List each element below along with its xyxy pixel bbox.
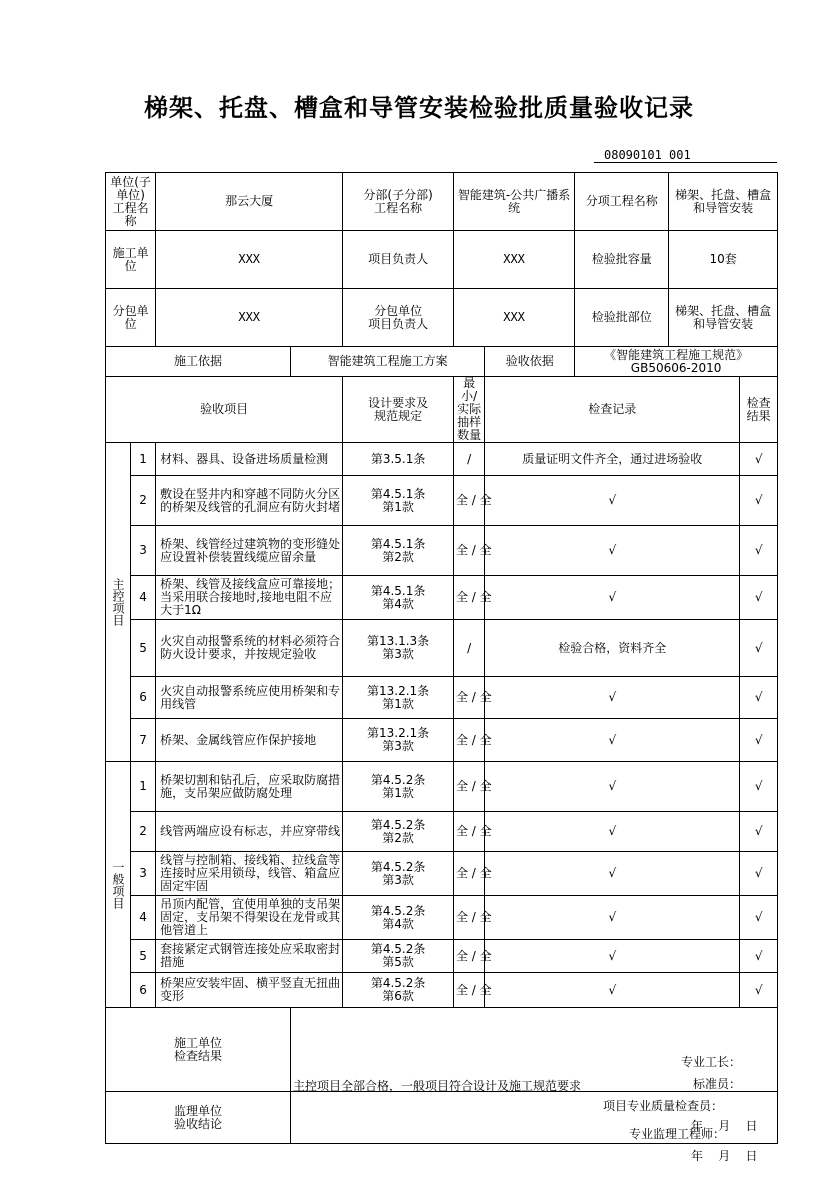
item-number: 5 — [131, 620, 156, 677]
subdivision-label: 分部(子分部) 工程名称 — [343, 173, 454, 231]
item-number: 4 — [131, 576, 156, 620]
item-sample: 全 / 全 — [453, 476, 484, 526]
capacity-label: 检验批容量 — [575, 231, 669, 289]
item-value: 梯架、托盘、槽盒和导管安装 — [669, 173, 778, 231]
item-result: √ — [740, 526, 778, 576]
item-record: √ — [485, 852, 740, 896]
table-row — [106, 852, 778, 896]
item-sample: 全 / 全 — [453, 940, 484, 973]
item-record: √ — [485, 476, 740, 526]
acceptance-table — [105, 172, 778, 1163]
subcontract-pm-value: XXX — [453, 289, 574, 347]
accept-basis-label: 验收依据 — [485, 347, 575, 377]
item-text: 桥架、线管及接线盒应可靠接地；当采用联合接地时,接地电阻不应大于1Ω — [156, 576, 343, 620]
table-row — [106, 940, 778, 973]
item-design: 第4.5.2条 第2款 — [343, 812, 454, 852]
item-sample: 全 / 全 — [453, 762, 484, 812]
table-row — [106, 762, 778, 812]
general-group-label: 一般项目 — [106, 762, 131, 1008]
item-design: 第3.5.1条 — [343, 443, 454, 476]
subcontract-value: XXX — [156, 289, 343, 347]
item-number: 3 — [131, 852, 156, 896]
item-design: 第4.5.2条 第6款 — [343, 973, 454, 1008]
item-sample: 全 / 全 — [453, 852, 484, 896]
capacity-value: 10套 — [669, 231, 778, 289]
col-design-header: 设计要求及 规范规定 — [343, 377, 454, 443]
item-text: 线管与控制箱、接线箱、拉线盒等连接时应采用锁母，线管、箱盒应固定牢固 — [156, 852, 343, 896]
item-result: √ — [740, 896, 778, 940]
col-sample-header: 最小/实际 抽样数量 — [453, 377, 484, 443]
item-record: √ — [485, 896, 740, 940]
item-record: √ — [485, 576, 740, 620]
main-control-group-label: 主控项目 — [106, 443, 131, 762]
item-number: 7 — [131, 719, 156, 762]
item-text: 套接紧定式钢管连接处应采取密封措施 — [156, 940, 343, 973]
inspector-label: 项目专业质量检查员： — [602, 1098, 723, 1113]
item-result: √ — [740, 973, 778, 1008]
code-underline — [594, 162, 777, 163]
item-number: 1 — [131, 443, 156, 476]
item-design: 第13.2.1条 第1款 — [343, 677, 454, 719]
item-text: 桥架、线管经过建筑物的变形缝处应设置补偿装置线缆应留余量 — [156, 526, 343, 576]
col-record-header: 检查记录 — [485, 377, 740, 443]
item-result: √ — [740, 576, 778, 620]
item-sample: 全 / 全 — [453, 677, 484, 719]
item-design: 第13.2.1条 第3款 — [343, 719, 454, 762]
item-design: 第4.5.1条 第1款 — [343, 476, 454, 526]
item-text: 线管两端应设有标志，并应穿带线 — [156, 812, 343, 852]
subcontract-label: 分包单位 — [106, 289, 156, 347]
page-title: 梯架、托盘、槽盒和导管安装检验批质量验收记录 — [144, 94, 694, 122]
item-number: 1 — [131, 762, 156, 812]
item-sample: 全 / 全 — [453, 576, 484, 620]
table-row — [106, 677, 778, 719]
builder-date: 年 月 日 — [690, 1118, 758, 1133]
item-sample: 全 / 全 — [453, 896, 484, 940]
basis-value: 智能建筑工程施工方案 — [290, 347, 484, 377]
table-row — [106, 620, 778, 677]
item-design: 第4.5.2条 第1款 — [343, 762, 454, 812]
table-row — [106, 443, 778, 476]
accept-basis-value: 《智能建筑工程施工规范》 GB50606-2010 — [575, 347, 778, 377]
item-text: 敷设在竖井内和穿越不同防火分区的桥架及线管的孔洞应有防火封堵 — [156, 476, 343, 526]
table-row — [106, 812, 778, 852]
item-result: √ — [740, 812, 778, 852]
table-row — [106, 476, 778, 526]
item-design: 第4.5.1条 第4款 — [343, 576, 454, 620]
item-record: √ — [485, 526, 740, 576]
item-number: 5 — [131, 940, 156, 973]
item-design: 第13.1.3条 第3款 — [343, 620, 454, 677]
item-sample: 全 / 全 — [453, 973, 484, 1008]
item-design: 第4.5.1条 第2款 — [343, 526, 454, 576]
document-code: 08090101 001 — [604, 148, 691, 162]
unit-label: 单位(子单位) 工程名称 — [106, 173, 156, 231]
builder-value: XXX — [156, 231, 343, 289]
item-record: √ — [485, 762, 740, 812]
part-label: 检验批部位 — [575, 289, 669, 347]
item-result: √ — [740, 852, 778, 896]
table-row — [106, 896, 778, 940]
item-text: 吊顶内配管，宜使用单独的支吊架固定，支吊架不得架设在龙骨或其他管道上 — [156, 896, 343, 940]
item-sample: / — [453, 443, 484, 476]
standard-label: 标准员： — [692, 1076, 741, 1091]
item-sample: 全 / 全 — [453, 719, 484, 762]
item-number: 6 — [131, 677, 156, 719]
item-label: 分项工程名称 — [575, 173, 669, 231]
pm-value: XXX — [453, 231, 574, 289]
item-record: √ — [485, 719, 740, 762]
item-design: 第4.5.2条 第4款 — [343, 896, 454, 940]
item-record: √ — [485, 677, 740, 719]
supervisor-date: 年 月 日 — [690, 1148, 758, 1163]
part-value: 梯架、托盘、槽盒和导管安装 — [669, 289, 778, 347]
item-number: 2 — [131, 812, 156, 852]
col-result-header: 检查 结果 — [740, 377, 778, 443]
builder-label: 施工单位 — [106, 231, 156, 289]
foreman-label: 专业工长： — [680, 1054, 741, 1069]
item-text: 材料、器具、设备进场质量检测 — [156, 443, 343, 476]
table-row — [106, 526, 778, 576]
pm-label: 项目负责人 — [343, 231, 454, 289]
builder-check-label: 施工单位 检查结果 — [106, 1008, 291, 1092]
subdivision-value: 智能建筑-公共广播系统 — [453, 173, 574, 231]
item-design: 第4.5.2条 第3款 — [343, 852, 454, 896]
item-record: 质量证明文件齐全，通过进场验收 — [485, 443, 740, 476]
item-text: 火灾自动报警系统应使用桥架和专用线管 — [156, 677, 343, 719]
item-number: 6 — [131, 973, 156, 1008]
builder-check-cell — [290, 1008, 777, 1133]
item-text: 火灾自动报警系统的材料必须符合防火设计要求，并按规定验收 — [156, 620, 343, 677]
item-result: √ — [740, 940, 778, 973]
item-result: √ — [740, 476, 778, 526]
item-sample: 全 / 全 — [453, 812, 484, 852]
builder-check-text: 主控项目全部合格，一般项目符合设计及施工规范要求 — [292, 1078, 581, 1093]
item-record: 检验合格，资料齐全 — [485, 620, 740, 677]
unit-value: 那云大厦 — [156, 173, 343, 231]
item-number: 2 — [131, 476, 156, 526]
item-result: √ — [740, 443, 778, 476]
item-record: √ — [485, 973, 740, 1008]
item-design: 第4.5.2条 第5款 — [343, 940, 454, 973]
item-text: 桥架应安装牢固、横平竖直无扭曲变形 — [156, 973, 343, 1008]
table-row — [106, 719, 778, 762]
item-record: √ — [485, 940, 740, 973]
basis-label: 施工依据 — [106, 347, 291, 377]
subcontract-pm-label: 分包单位 项目负责人 — [343, 289, 454, 347]
table-row — [106, 576, 778, 620]
item-text: 桥架切割和钻孔后，应采取防腐措施，支吊架应做防腐处理 — [156, 762, 343, 812]
item-result: √ — [740, 719, 778, 762]
supervisor-check-label: 监理单位 验收结论 — [106, 1092, 291, 1144]
item-result: √ — [740, 677, 778, 719]
table-row — [106, 973, 778, 1008]
item-sample: / — [453, 620, 484, 677]
item-sample: 全 / 全 — [453, 526, 484, 576]
supervisor-engineer-label: 专业监理工程师： — [628, 1126, 725, 1141]
item-result: √ — [740, 762, 778, 812]
item-result: √ — [740, 620, 778, 677]
item-record: √ — [485, 812, 740, 852]
item-number: 4 — [131, 896, 156, 940]
item-text: 桥架、金属线管应作保护接地 — [156, 719, 343, 762]
item-number: 3 — [131, 526, 156, 576]
col-item-header: 验收项目 — [106, 377, 343, 443]
